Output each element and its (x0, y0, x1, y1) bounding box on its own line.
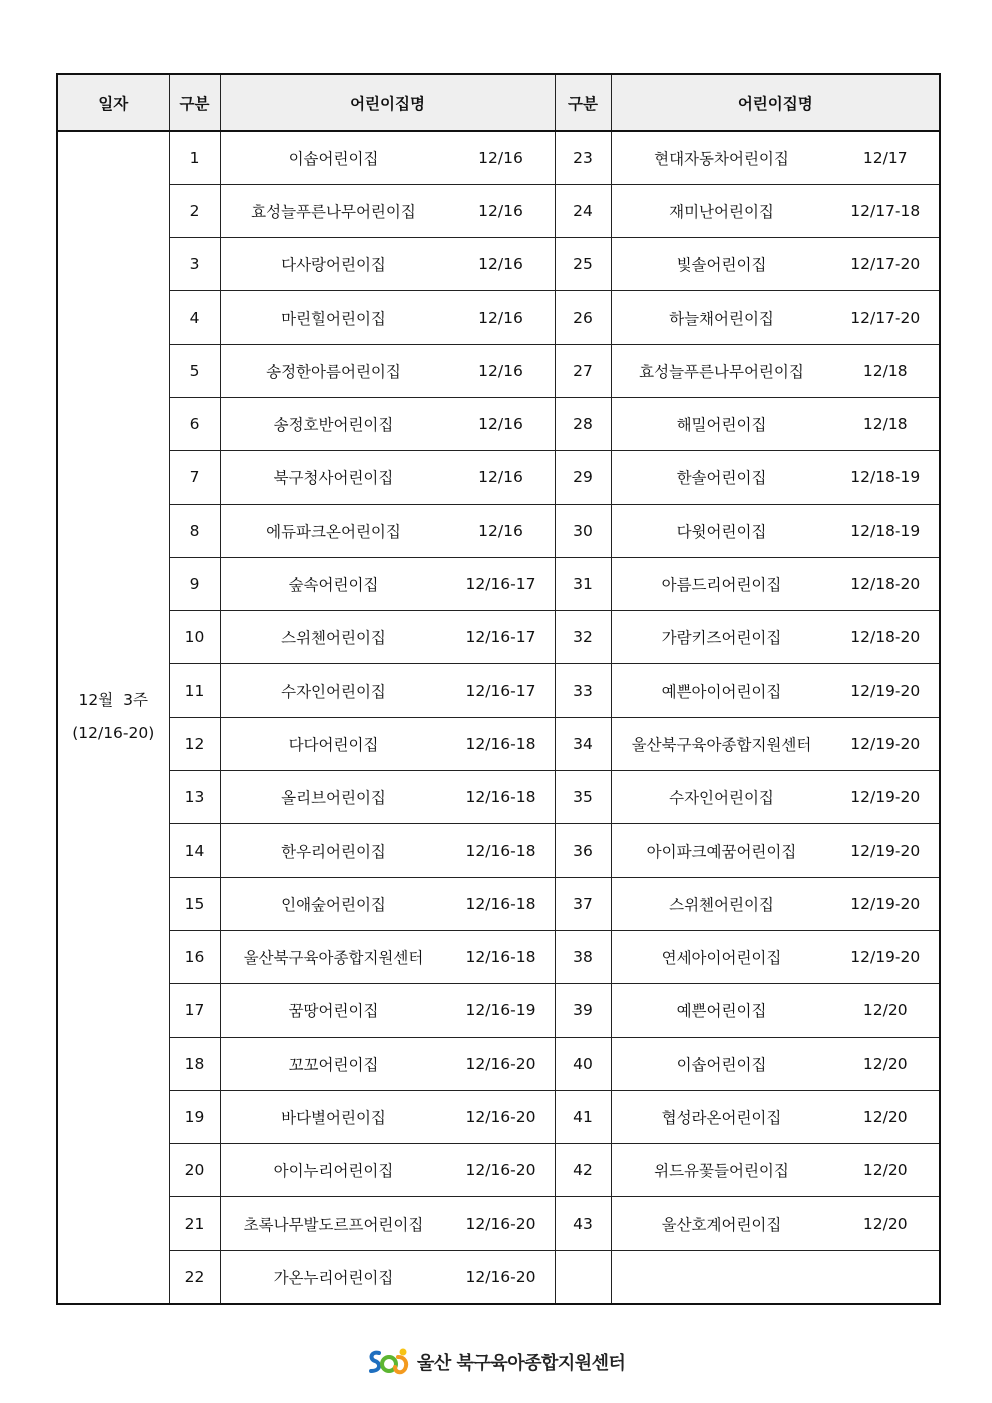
left-daycare-name: 바다별어린이집 (281, 1108, 386, 1127)
left-visit-date: 12/16 (478, 361, 523, 380)
right-daycare-name: 해밀어린이집 (676, 416, 767, 435)
right-row-number: 30 (555, 504, 611, 557)
left-row-number: 22 (169, 1250, 220, 1303)
right-visit-date: 12/19-20 (850, 681, 921, 700)
right-daycare-name: 수자인어린이집 (669, 789, 774, 808)
left-daycare-name: 스위첸어린이집 (281, 629, 386, 648)
table-row (57, 611, 940, 664)
left-visit-date: 12/16 (478, 148, 523, 167)
left-row-entry (220, 1250, 555, 1303)
left-row-number: 16 (169, 930, 220, 983)
left-daycare-name: 인애숲어린이집 (281, 895, 386, 914)
left-row-number: 2 (169, 184, 220, 237)
right-row-entry (611, 1090, 940, 1143)
left-row-number: 17 (169, 984, 220, 1037)
left-daycare-name: 송정한아름어린이집 (266, 362, 401, 381)
right-row-number: 33 (555, 664, 611, 717)
left-daycare-name: 수자인어린이집 (281, 682, 386, 701)
right-visit-date: 12/19-20 (850, 948, 921, 967)
left-visit-date: 12/16-20 (465, 1214, 536, 1233)
right-row-number: 40 (555, 1037, 611, 1090)
right-daycare-name: 빛솔어린이집 (676, 256, 767, 275)
left-daycare-name: 에듀파크온어린이집 (266, 522, 401, 541)
left-daycare-name: 마린힐어린이집 (281, 309, 386, 328)
table-row (57, 557, 940, 610)
left-row-number: 9 (169, 557, 220, 610)
right-row-entry (611, 291, 940, 344)
left-row-number: 3 (169, 238, 220, 291)
right-daycare-name: 재미난어린이집 (669, 202, 774, 221)
left-visit-date: 12/16 (478, 201, 523, 220)
right-row-entry (611, 984, 940, 1037)
left-row-entry (220, 717, 555, 770)
table-header-row (57, 74, 940, 131)
left-row-number: 4 (169, 291, 220, 344)
table-row (57, 984, 940, 1037)
right-daycare-name: 아름드리어린이집 (661, 576, 782, 595)
right-visit-date: 12/17-18 (850, 201, 921, 220)
left-daycare-name: 꼬꼬어린이집 (288, 1055, 379, 1074)
right-row-entry (611, 557, 940, 610)
left-daycare-name: 가온누리어린이집 (273, 1268, 394, 1287)
table-row (57, 291, 940, 344)
daycare-schedule-table (56, 73, 941, 1305)
right-row-number: 39 (555, 984, 611, 1037)
left-visit-date: 12/16-20 (465, 1054, 536, 1073)
table-row (57, 131, 940, 184)
right-row-entry (611, 824, 940, 877)
left-visit-date: 12/16-18 (465, 734, 536, 753)
left-row-entry (220, 184, 555, 237)
left-daycare-name: 효성늘푸른나무어린이집 (251, 202, 416, 221)
left-visit-date: 12/16 (478, 521, 523, 540)
left-visit-date: 12/16 (478, 308, 523, 327)
right-row-entry (611, 771, 940, 824)
header-name-left: 어린이집명 (220, 74, 555, 131)
footer-logo (365, 1346, 625, 1378)
left-daycare-name: 송정호반어린이집 (273, 416, 394, 435)
left-row-entry (220, 131, 555, 184)
left-daycare-name: 울산북구육아종합지원센터 (243, 949, 424, 968)
table-row (57, 504, 940, 557)
left-daycare-name: 올리브어린이집 (281, 789, 386, 808)
right-daycare-name: 위드유꽃들어린이집 (654, 1162, 789, 1181)
right-row-number: 43 (555, 1197, 611, 1250)
table-row (57, 877, 940, 930)
right-row-number: 24 (555, 184, 611, 237)
left-row-entry (220, 1037, 555, 1090)
left-daycare-name: 한우리어린이집 (281, 842, 386, 861)
left-row-entry (220, 824, 555, 877)
right-daycare-name: 현대자동차어린이집 (654, 149, 789, 168)
left-visit-date: 12/16-20 (465, 1161, 536, 1180)
left-daycare-name: 꿈땅어린이집 (288, 1002, 379, 1021)
left-daycare-name: 이솝어린이집 (288, 149, 379, 168)
right-row-entry (611, 930, 940, 983)
right-row-entry (611, 611, 940, 664)
table-row (57, 664, 940, 717)
right-daycare-name: 이솝어린이집 (676, 1055, 767, 1074)
left-row-entry (220, 1197, 555, 1250)
right-row-entry (611, 397, 940, 450)
right-row-number: 31 (555, 557, 611, 610)
left-visit-date: 12/16-20 (465, 1107, 536, 1126)
left-row-number: 15 (169, 877, 220, 930)
right-row-number: 35 (555, 771, 611, 824)
left-row-entry (220, 877, 555, 930)
left-visit-date: 12/16-17 (465, 628, 536, 647)
right-row-number: 27 (555, 344, 611, 397)
left-row-number: 5 (169, 344, 220, 397)
table-row (57, 771, 940, 824)
right-daycare-name: 예쁜아이어린이집 (661, 682, 782, 701)
left-daycare-name: 다사랑어린이집 (281, 256, 386, 275)
right-row-entry (611, 1037, 940, 1090)
right-visit-date: 12/18-20 (850, 628, 921, 647)
right-visit-date: 12/18-19 (850, 521, 921, 540)
left-row-entry (220, 344, 555, 397)
right-row-number: 41 (555, 1090, 611, 1143)
right-daycare-name: 한솔어린이집 (676, 469, 767, 488)
header-name-right: 어린이집명 (611, 74, 940, 131)
right-visit-date: 12/20 (862, 1107, 908, 1126)
left-visit-date: 12/16 (478, 468, 523, 487)
right-row-entry (611, 1144, 940, 1197)
right-row-number: 38 (555, 930, 611, 983)
right-row-entry (611, 717, 940, 770)
left-row-entry (220, 930, 555, 983)
right-row-entry (611, 344, 940, 397)
left-row-number: 20 (169, 1144, 220, 1197)
left-row-entry (220, 1090, 555, 1143)
table-body (57, 131, 940, 1304)
left-visit-date: 12/16 (478, 255, 523, 274)
left-visit-date: 12/16-20 (465, 1267, 536, 1286)
right-row-number: 32 (555, 611, 611, 664)
right-row-entry (611, 504, 940, 557)
right-row-entry (611, 451, 940, 504)
right-row-number: 34 (555, 717, 611, 770)
right-row-entry (611, 238, 940, 291)
right-row-entry (611, 184, 940, 237)
left-row-entry (220, 1144, 555, 1197)
right-visit-date: 12/20 (862, 1054, 908, 1073)
left-row-entry (220, 557, 555, 610)
left-daycare-name: 숲속어린이집 (288, 576, 379, 595)
table-row (57, 930, 940, 983)
table-row (57, 184, 940, 237)
right-daycare-name: 협성라온어린이집 (661, 1108, 782, 1127)
left-row-entry (220, 238, 555, 291)
table-row (57, 717, 940, 770)
table-row (57, 1037, 940, 1090)
left-row-entry (220, 771, 555, 824)
left-visit-date: 12/16-18 (465, 841, 536, 860)
org-logo-icon (365, 1347, 411, 1377)
right-visit-date: 12/18-20 (850, 575, 921, 594)
right-visit-date: 12/17 (862, 148, 908, 167)
table-row (57, 238, 940, 291)
left-visit-date: 12/16-18 (465, 788, 536, 807)
right-row-number: 36 (555, 824, 611, 877)
left-row-number: 14 (169, 824, 220, 877)
right-daycare-name: 가람키즈어린이집 (661, 629, 782, 648)
right-visit-date: 12/20 (862, 1001, 908, 1020)
right-daycare-name: 효성늘푸른나무어린이집 (639, 362, 804, 381)
right-visit-date: 12/18 (862, 361, 908, 380)
left-visit-date: 12/16 (478, 415, 523, 434)
left-row-number: 18 (169, 1037, 220, 1090)
right-row-number (555, 1250, 611, 1303)
table-row (57, 1197, 940, 1250)
left-row-entry (220, 397, 555, 450)
left-row-entry (220, 664, 555, 717)
right-visit-date: 12/18-19 (850, 468, 921, 487)
left-row-entry (220, 611, 555, 664)
right-visit-date: 12/20 (862, 1161, 908, 1180)
left-row-entry (220, 291, 555, 344)
week-cell (57, 131, 169, 1304)
right-daycare-name: 울산호계어린이집 (661, 1215, 782, 1234)
right-row-entry (611, 1250, 940, 1303)
right-row-number: 29 (555, 451, 611, 504)
right-row-entry (611, 1197, 940, 1250)
table-row (57, 451, 940, 504)
left-row-number: 10 (169, 611, 220, 664)
left-row-number: 12 (169, 717, 220, 770)
header-num-right: 구분 (555, 74, 611, 131)
left-daycare-name: 아이누리어린이집 (273, 1162, 394, 1181)
right-row-number: 28 (555, 397, 611, 450)
table-row (57, 397, 940, 450)
left-visit-date: 12/16-18 (465, 894, 536, 913)
left-daycare-name: 초록나무발도르프어린이집 (243, 1215, 424, 1234)
left-row-number: 21 (169, 1197, 220, 1250)
left-visit-date: 12/16-17 (465, 575, 536, 594)
right-daycare-name: 스위첸어린이집 (669, 895, 774, 914)
right-visit-date: 12/18 (862, 415, 908, 434)
right-visit-date: 12/17-20 (850, 255, 921, 274)
left-visit-date: 12/16-17 (465, 681, 536, 700)
right-row-entry (611, 877, 940, 930)
right-row-number: 25 (555, 238, 611, 291)
left-visit-date: 12/16-19 (465, 1001, 536, 1020)
left-row-entry (220, 451, 555, 504)
right-daycare-name: 하늘채어린이집 (669, 309, 774, 328)
table-row (57, 1250, 940, 1303)
left-row-number: 1 (169, 131, 220, 184)
header-num-left: 구분 (169, 74, 220, 131)
right-row-number: 37 (555, 877, 611, 930)
left-row-number: 6 (169, 397, 220, 450)
week-label: 12월 3주 (78, 691, 148, 710)
right-visit-date: 12/19-20 (850, 841, 921, 860)
right-row-entry (611, 131, 940, 184)
left-row-entry (220, 504, 555, 557)
right-daycare-name: 연세아이어린이집 (661, 949, 782, 968)
week-range: (12/16-20) (72, 724, 155, 743)
left-row-entry (220, 984, 555, 1037)
right-row-entry (611, 664, 940, 717)
table-row (57, 824, 940, 877)
left-daycare-name: 다다어린이집 (288, 735, 379, 754)
right-visit-date: 12/19-20 (850, 788, 921, 807)
right-daycare-name: 예쁜어린이집 (676, 1002, 767, 1021)
table-row (57, 1144, 940, 1197)
left-visit-date: 12/16-18 (465, 948, 536, 967)
org-name: 울산 북구육아종합지원센터 (417, 1353, 626, 1374)
right-row-number: 23 (555, 131, 611, 184)
right-visit-date: 12/17-20 (850, 308, 921, 327)
right-visit-date: 12/19-20 (850, 894, 921, 913)
right-daycare-name: 다윗어린이집 (676, 522, 767, 541)
right-row-number: 26 (555, 291, 611, 344)
left-row-number: 13 (169, 771, 220, 824)
table-row (57, 1090, 940, 1143)
right-daycare-name: 울산북구육아종합지원센터 (631, 735, 812, 754)
right-row-number: 42 (555, 1144, 611, 1197)
left-row-number: 8 (169, 504, 220, 557)
left-row-number: 7 (169, 451, 220, 504)
table-row (57, 344, 940, 397)
left-row-number: 19 (169, 1090, 220, 1143)
right-visit-date: 12/20 (862, 1214, 908, 1233)
header-date: 일자 (57, 74, 169, 131)
left-daycare-name: 북구청사어린이집 (273, 469, 394, 488)
left-row-number: 11 (169, 664, 220, 717)
right-visit-date: 12/19-20 (850, 734, 921, 753)
right-daycare-name: 아이파크예꿈어린이집 (646, 842, 797, 861)
